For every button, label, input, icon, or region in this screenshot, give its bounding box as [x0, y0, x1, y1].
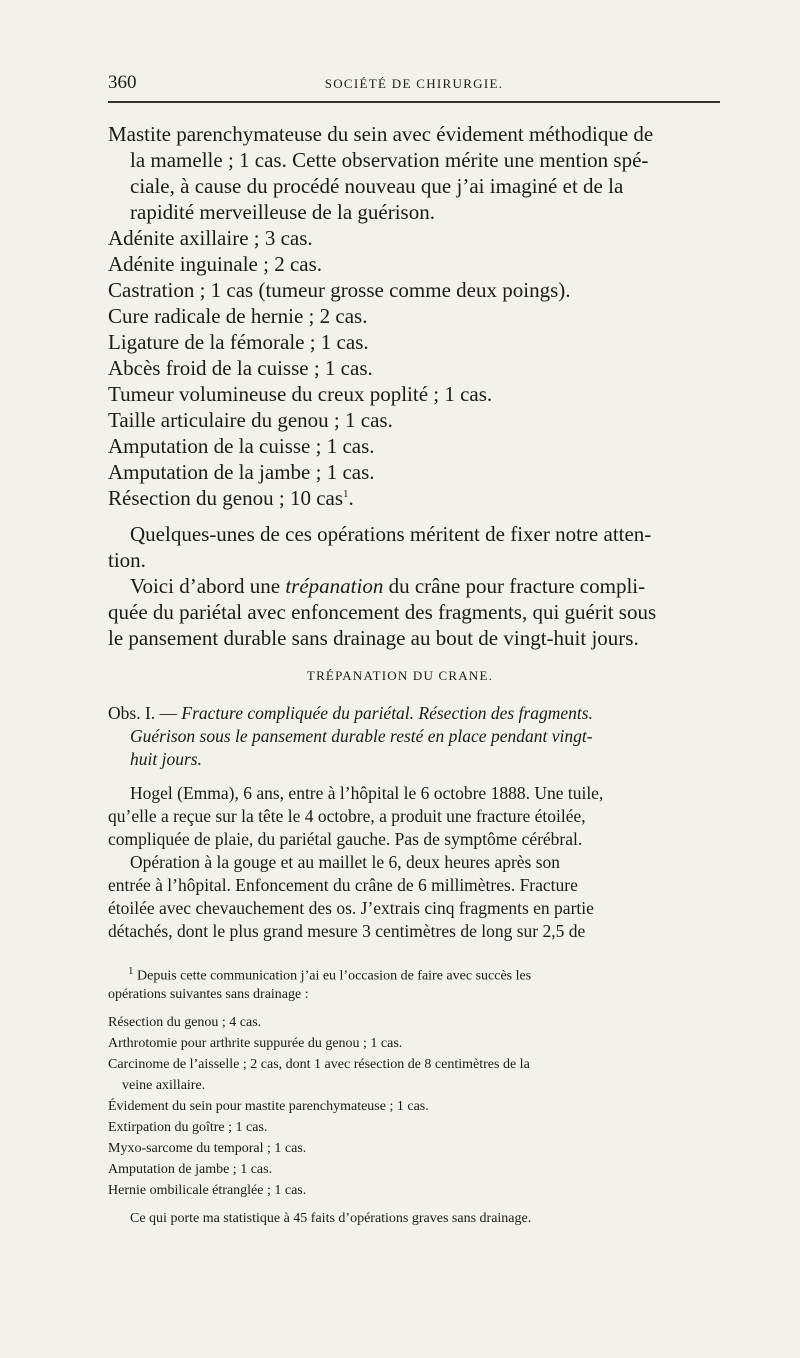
list-line: Amputation de la cuisse ; 1 cas.: [108, 434, 375, 458]
para-line: quée du pariétal avec enfoncement des fragments, qui guérit sous: [108, 600, 657, 624]
footnote-item: Extirpation du goître ; 1 cas.: [108, 1120, 268, 1135]
list-line: Cure radicale de hernie ; 2 cas.: [108, 304, 368, 328]
list-line: Amputation de la jambe ; 1 cas.: [108, 460, 375, 484]
header-rule: [108, 101, 720, 103]
list-line: Ligature de la fémorale ; 1 cas.: [108, 330, 369, 354]
case-line: qu’elle a reçue sur la tête le 4 octobre, a produit une fracture étoilée,: [108, 806, 586, 826]
emphasis: trépanation: [285, 574, 384, 598]
case-line: étoilée avec chevauchement des os. J’extrais cinq fragments en partie: [108, 898, 594, 918]
footnote-ref[interactable]: 1: [343, 488, 349, 500]
footnote-closing: Ce qui porte ma statistique à 45 faits d’opérations graves sans drainage.: [130, 1211, 532, 1226]
footnote-item: Évidement du sein pour mastite parenchymateuse ; 1 cas.: [108, 1099, 429, 1114]
list-line: Tumeur volumineuse du creux poplité ; 1 cas.: [108, 382, 493, 406]
para-line: le pansement durable sans drainage au bout de vingt-huit jours.: [108, 626, 639, 650]
footnote-item: Arthrotomie pour arthrite suppurée du genou ; 1 cas.: [108, 1036, 403, 1051]
list-line: Abcès froid de la cuisse ; 1 cas.: [108, 356, 373, 380]
page-number: 360: [108, 72, 137, 93]
obs-label: Obs. I. —: [108, 703, 182, 723]
footnote-item: Carcinome de l’aisselle ; 2 cas, dont 1 avec résection de 8 centimètres de la: [108, 1057, 530, 1072]
footnote-item: Résection du genou ; 4 cas.: [108, 1015, 262, 1030]
para-line: Voici d’abord une trépanation du crâne pour fracture compli-: [130, 574, 646, 598]
list-line: Résection du genou ; 10 cas$^1$.: [108, 486, 354, 510]
running-title: SOCIÉTÉ DE CHIRURGIE.: [324, 76, 504, 91]
obs-title-line: Obs. I. — Fracture compliquée du pariétal. Résection des fragments.: [108, 703, 593, 723]
footnote-item: Myxo-sarcome du temporal ; 1 cas.: [108, 1141, 307, 1156]
list-line: Mastite parenchymateuse du sein avec évidement méthodique de: [108, 122, 654, 146]
list-line: Adénite axillaire ; 3 cas.: [108, 226, 313, 250]
list-line: la mamelle ; 1 cas. Cette observation mérite une mention spé-: [130, 148, 649, 172]
footnote-item: Hernie ombilicale étranglée ; 1 cas.: [108, 1183, 307, 1198]
para-line: Quelques-unes de ces opérations méritent de fixer notre atten-: [130, 522, 652, 546]
case-line: compliquée de plaie, du pariétal gauche. Pas de symptôme cérébral.: [108, 829, 583, 849]
list-line: Adénite inguinale ; 2 cas.: [108, 252, 323, 276]
section-title: TRÉPANATION DU CRANE.: [306, 668, 494, 683]
page-header: [108, 72, 720, 96]
footnote-item: veine axillaire.: [122, 1078, 206, 1093]
para-line: tion.: [108, 548, 146, 572]
footnote-marker: 1: [128, 965, 134, 977]
case-line: Opération à la gouge et au maillet le 6, deux heures après son: [130, 852, 561, 872]
list-line: rapidité merveilleuse de la guérison.: [130, 200, 435, 224]
footnote-intro: $^1$ Depuis cette communication j’ai eu l’occasion de faire avec succès les: [128, 965, 532, 984]
case-line: détachés, dont le plus grand mesure 3 centimètres de long sur 2,5 de: [108, 921, 586, 941]
list-line: Taille articulaire du genou ; 1 cas.: [108, 408, 393, 432]
footnote-item: Amputation de jambe ; 1 cas.: [108, 1162, 273, 1177]
footnote-line: opérations suivantes sans drainage :: [108, 987, 309, 1002]
obs-title-line: huit jours.: [130, 749, 202, 769]
list-line: ciale, à cause du procédé nouveau que j’ai imaginé et de la: [130, 174, 624, 198]
list-line: Castration ; 1 cas (tumeur grosse comme deux poings).: [108, 278, 571, 302]
obs-title-line: Guérison sous le pansement durable resté en place pendant vingt-: [130, 726, 593, 746]
case-line: Hogel (Emma), 6 ans, entre à l’hôpital le 6 octobre 1888. Une tuile,: [130, 783, 604, 803]
case-line: entrée à l’hôpital. Enfoncement du crâne de 6 millimètres. Fracture: [108, 875, 578, 895]
